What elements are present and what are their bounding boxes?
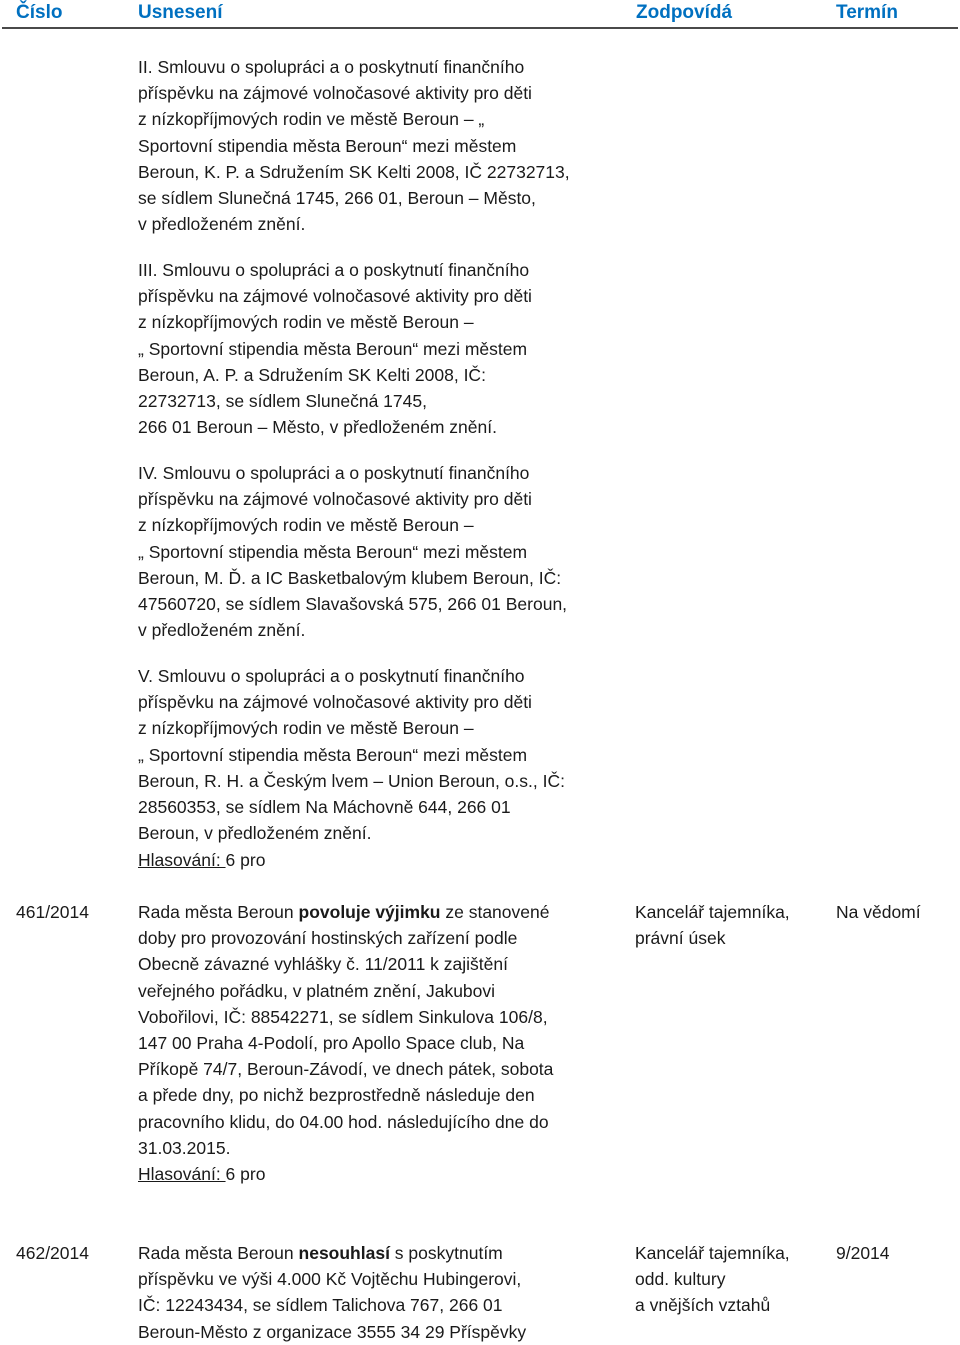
resolution-text-body: s poskytnutím příspěvku ve výši 4.000 Kč Vojtěchu Hubingerovi, IČ: 12243434, se sídlem Talichova 767, 266 01 Beroun-Město z organizace 3555 34 29 Příspěvky [138,1243,527,1342]
header-termin: Termín [836,2,898,23]
table-header [2,0,958,29]
resolution-decision: povoluje výjimku [298,902,441,922]
vote-line [138,847,618,873]
resolution-paragraph-ii: II. Smlouvu o spolupráci a o poskytnutí finančního příspěvku na zájmové volnočasové aktivity pro děti z nízkopříjmových rodin ve městě Beroun – „ Sportovní stipendia města Beroun“ mezi městem Beroun, K. P. a Sdružením SK Kelti 2008, IČ 22732713, se sídlem Slunečná 1745, 266 01, Beroun – Město, v předloženém znění. [138,57,570,235]
header-usneseni: Usnesení [138,2,223,23]
resolution-paragraph-iii: III. Smlouvu o spolupráci a o poskytnutí finančního příspěvku na zájmové volnočasové aktivity pro děti z nízkopříjmových rodin ve městě Beroun – „ Sportovní stipendia města Beroun“ mezi městem Beroun, A. P. a Sdružením SK Kelti 2008, IČ: 22732713, se sídlem Slunečná 1745, 266 01 Beroun – Město, v předloženém znění. [138,260,532,438]
resolution-text-intro: Rada města Beroun [138,902,299,922]
resolution-text-intro: Rada města Beroun [138,1243,299,1263]
resolution-text [138,1240,618,1345]
responsible-department: Kancelář tajemníka, právní úsek [635,902,790,949]
term: 9/2014 [836,1243,890,1263]
resolution-paragraph-iv: IV. Smlouvu o spolupráci a o poskytnutí finančního příspěvku na zájmové volnočasové aktivity pro děti z nízkopříjmových rodin ve městě Beroun – „ Sportovní stipendia města Beroun“ mezi městem Beroun, M. Ď. a IC Basketbalovým klubem Beroun, IČ: 47560720, se sídlem Slavašovská 575, 266 01 Beroun, v předloženém znění. [138,463,568,641]
header-cislo: Číslo [16,2,63,23]
header-zodpovida: Zodpovídá [636,2,733,23]
vote-label: Hlasování: [138,850,226,870]
vote-label: Hlasování: [138,1164,226,1184]
resolution-decision: nesouhlasí [298,1243,390,1263]
resolution-paragraph-v: V. Smlouvu o spolupráci a o poskytnutí finančního příspěvku na zájmové volnočasové aktivity pro děti z nízkopříjmových rodin ve městě Beroun – „ Sportovní stipendia města Beroun“ mezi městem Beroun, R. H. a Českým lvem – Union Beroun, o.s., IČ: 28560353, se sídlem Na Máchovně 644, 266 01 Beroun, v předloženém znění. [138,666,565,844]
resolution-text-body: ze stanovené doby pro provozování hostinských zařízení podle Obecně závazné vyhlášky č. 11/2011 k zajištění veřejného pořádku, v platném znění, Jakubovi Vobořilovi, IČ: 88542271, se sídlem Sinkulova 106/8, 147 00 Praha 4-Podolí, pro Apollo Space club, Na Příkopě 74/7, Beroun-Závodí, ve dnech pátek, sobota a přede dny, po nichž bezprostředně následuje den pracovního klidu, do 04.00 hod. následujícího dne do 31.03.2015. [138,902,554,1158]
term: Na vědomí [836,902,921,922]
vote-value: 6 pro [225,1164,266,1184]
resolution-number: 461/2014 [16,902,89,922]
vote-line [138,1161,618,1187]
resolution-number: 462/2014 [16,1243,89,1263]
responsible-department: Kancelář tajemníka, odd. kultury a vnějších vztahů [635,1243,790,1316]
resolution-text [138,899,618,1161]
vote-value: 6 pro [225,850,266,870]
